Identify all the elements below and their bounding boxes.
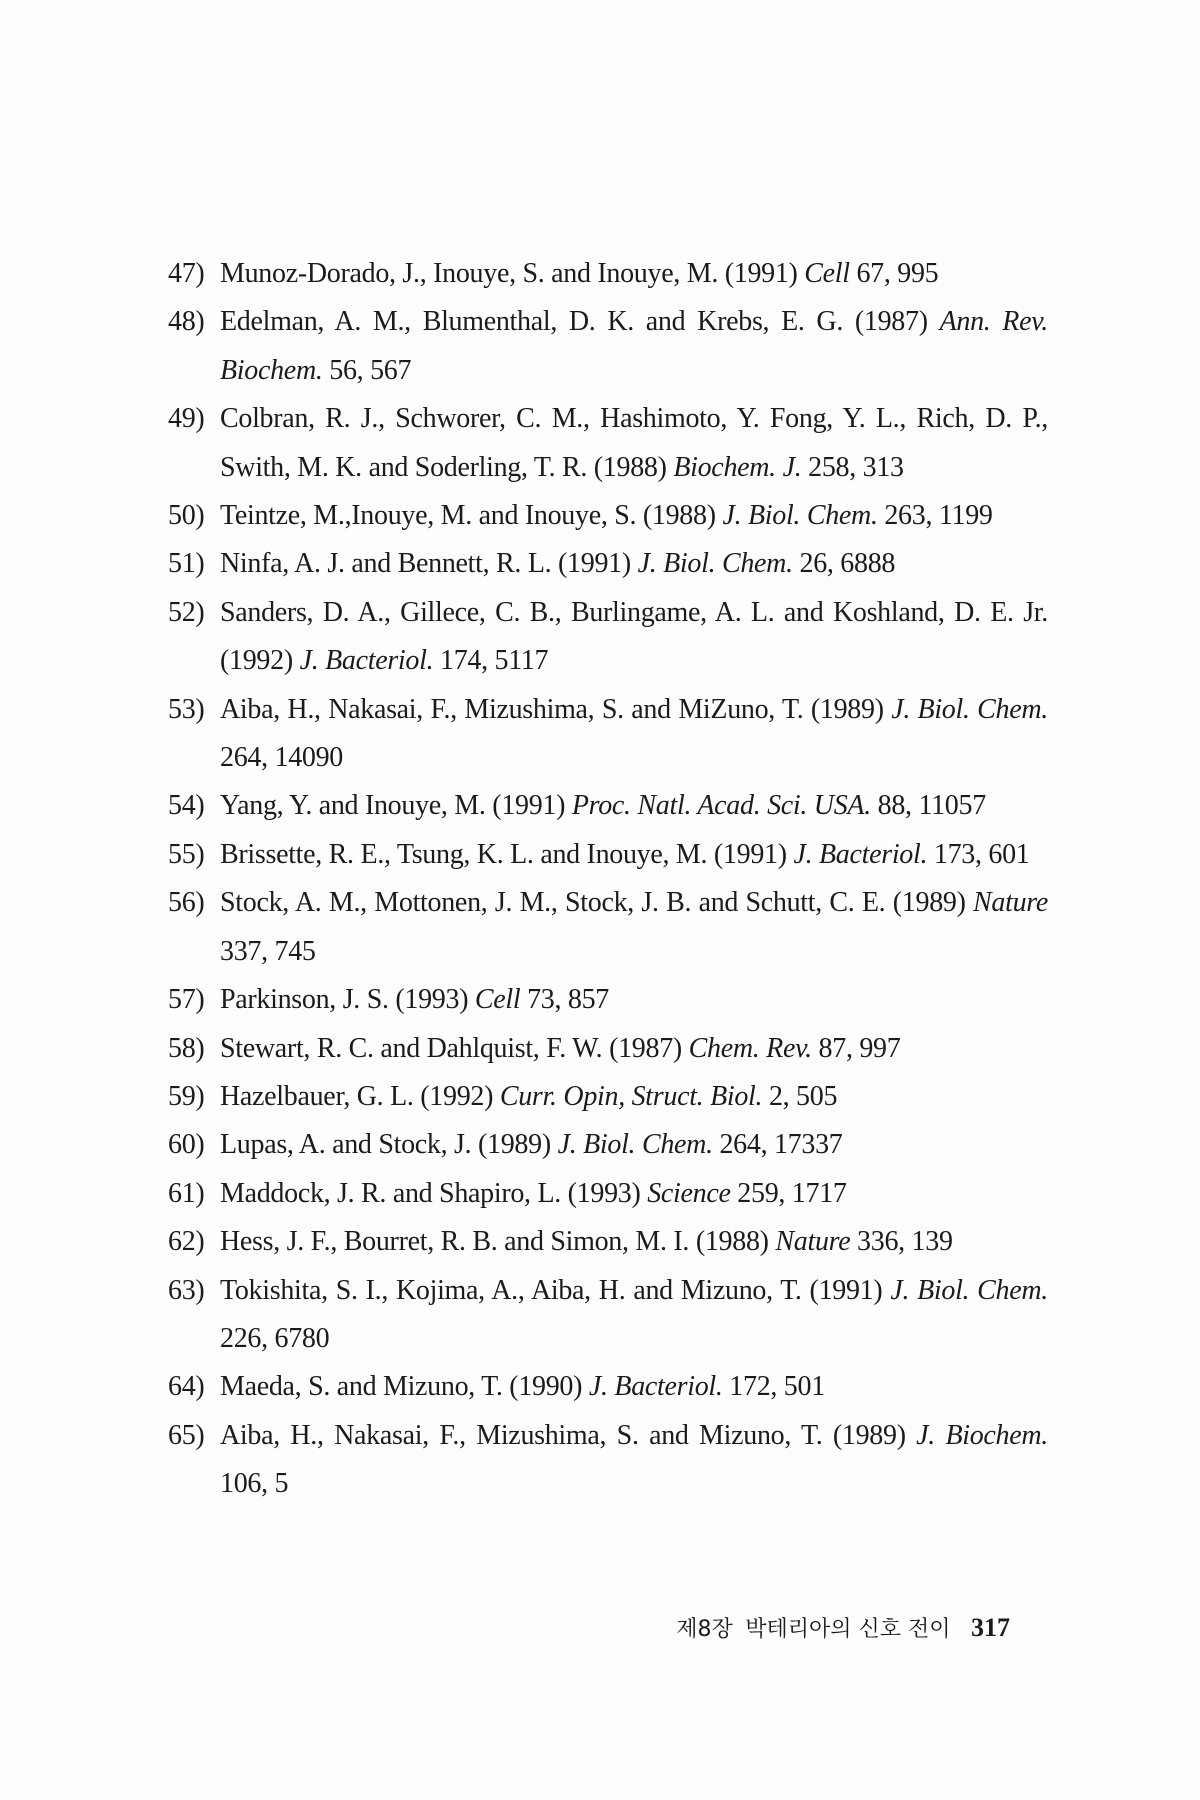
reference-volume-page: 56, 567 [322, 354, 412, 386]
reference-authors: Colbran, R. J., Schworer, C. M., Hashimoto, Y. Fong, Y. L., Rich, D. P., Swith, M. K. and Soderling, T. R. (1988) [220, 403, 1048, 483]
reference-item [168, 1170, 1048, 1218]
reference-journal: Cell [804, 258, 850, 289]
reference-number: 53) [168, 693, 205, 725]
reference-authors: Teintze, M.,Inouye, M. and Inouye, S. (1988) [220, 500, 723, 532]
reference-volume-page: 174, 5117 [433, 645, 549, 677]
reference-item [168, 1267, 1048, 1364]
reference-authors: Maddock, J. R. and Shapiro, L. (1993) [220, 1177, 648, 1209]
reference-volume-page: 264, 14090 [220, 742, 344, 774]
reference-number: 63) [168, 1274, 205, 1306]
reference-authors: Parkinson, J. S. (1993) [220, 984, 475, 1016]
reference-journal: J. Biol. Chem. [557, 1129, 713, 1161]
reference-authors: Lupas, A. and Stock, J. (1989) [220, 1129, 558, 1161]
page-number: 317 [971, 1613, 1010, 1642]
reference-number: 56) [168, 887, 205, 919]
reference-authors: Tokishita, S. I., Kojima, A., Aiba, H. and Mizuno, T. (1991) [220, 1274, 891, 1306]
reference-number: 55) [168, 838, 205, 870]
reference-volume-page: 87, 997 [811, 1032, 901, 1064]
reference-number: 49) [168, 403, 205, 435]
reference-journal: Proc. Natl. Acad. Sci. USA. [571, 790, 871, 822]
reference-volume-page: 67, 995 [849, 258, 939, 289]
reference-journal: Biochem. J. [673, 451, 802, 483]
reference-authors: Aiba, H., Nakasai, F., Mizushima, S. and Mizuno, T. (1989) [220, 1419, 917, 1451]
reference-number: 48) [168, 306, 205, 338]
reference-volume-page: 258, 313 [801, 451, 904, 483]
reference-volume-page: 226, 6780 [220, 1322, 330, 1354]
reference-item [168, 1073, 1048, 1121]
reference-journal: J. Bacteriol. [588, 1371, 723, 1403]
reference-journal: Nature [775, 1226, 851, 1258]
reference-item [168, 1121, 1048, 1169]
reference-volume-page: 172, 501 [722, 1371, 825, 1403]
reference-journal: J. Bacteriol. [793, 838, 928, 870]
reference-journal: Ann. Rev. Biochem. [220, 306, 1048, 386]
reference-volume-page: 259, 1717 [730, 1177, 847, 1209]
reference-item [168, 1363, 1048, 1411]
reference-authors: Stewart, R. C. and Dahlquist, F. W. (1987) [220, 1032, 689, 1064]
reference-journal: J. Biochem. [916, 1419, 1049, 1451]
reference-number: 47) [168, 258, 205, 289]
reference-item [168, 686, 1048, 783]
reference-journal: J. Biol. Chem. [637, 548, 793, 580]
reference-item [168, 589, 1048, 686]
reference-item [168, 879, 1048, 976]
page-footer [676, 1612, 1010, 1643]
reference-item [168, 831, 1048, 879]
reference-number: 52) [168, 596, 205, 628]
footer-title: 박테리아의 신호 전이 [745, 1617, 951, 1642]
reference-journal: Curr. Opin, Struct. Biol. [499, 1080, 763, 1112]
footer-chapter: 제8장 [676, 1617, 733, 1642]
reference-number: 58) [168, 1032, 205, 1064]
reference-volume-page: 106, 5 [220, 1468, 289, 1500]
reference-authors: Edelman, A. M., Blumenthal, D. K. and Krebs, E. G. (1987) [220, 306, 940, 338]
reference-number: 60) [168, 1129, 205, 1161]
reference-item [168, 250, 1048, 298]
reference-journal: J. Biol. Chem. [890, 1274, 1049, 1306]
reference-journal: Science [647, 1177, 731, 1209]
reference-item [168, 540, 1048, 588]
reference-volume-page: 263, 1199 [877, 500, 993, 532]
reference-number: 61) [168, 1177, 205, 1209]
reference-volume-page: 73, 857 [520, 984, 609, 1016]
reference-list [168, 250, 1048, 1509]
reference-authors: Sanders, D. A., Gillece, C. B., Burlingame, A. L. and Koshland, D. E. Jr. (1992) [220, 596, 1048, 677]
reference-item [168, 492, 1048, 540]
reference-item [168, 395, 1048, 492]
reference-journal: Nature [973, 887, 1048, 919]
reference-authors: Yang, Y. and Inouye, M. (1991) [220, 790, 572, 822]
reference-item [168, 976, 1048, 1024]
reference-number: 59) [168, 1080, 205, 1112]
reference-number: 62) [168, 1226, 205, 1258]
reference-number: 64) [168, 1371, 205, 1403]
reference-journal: J. Biol. Chem. [891, 693, 1048, 725]
reference-item [168, 1218, 1048, 1266]
reference-number: 57) [168, 984, 205, 1016]
reference-item [168, 1412, 1048, 1509]
reference-item [168, 298, 1048, 395]
reference-authors: Brissette, R. E., Tsung, K. L. and Inouye, M. (1991) [220, 838, 794, 870]
reference-journal: J. Biol. Chem. [722, 500, 878, 532]
reference-volume-page: 336, 139 [850, 1226, 953, 1258]
reference-authors: Maeda, S. and Mizuno, T. (1990) [220, 1371, 589, 1403]
reference-volume-page: 264, 17337 [712, 1129, 843, 1161]
reference-volume-page: 2, 505 [762, 1080, 838, 1112]
reference-number: 51) [168, 548, 205, 580]
reference-item [168, 1025, 1048, 1073]
reference-journal: J. Bacteriol. [299, 645, 434, 677]
reference-authors: Aiba, H., Nakasai, F., Mizushima, S. and MiZuno, T. (1989) [220, 693, 892, 725]
reference-number: 54) [168, 790, 205, 822]
reference-volume-page: 173, 601 [927, 838, 1030, 870]
reference-volume-page: 337, 745 [220, 935, 316, 967]
reference-number: 65) [168, 1419, 205, 1451]
reference-journal: Chem. Rev. [688, 1032, 812, 1064]
reference-authors: Hess, J. F., Bourret, R. B. and Simon, M. I. (1988) [220, 1226, 776, 1258]
reference-item [168, 782, 1048, 830]
reference-authors: Ninfa, A. J. and Bennett, R. L. (1991) [220, 548, 638, 580]
reference-authors: Munoz-Dorado, J., Inouye, S. and Inouye, M. (1991) [220, 258, 805, 289]
reference-journal: Cell [474, 984, 521, 1016]
reference-authors: Stock, A. M., Mottonen, J. M., Stock, J. B. and Schutt, C. E. (1989) [220, 887, 974, 919]
reference-number: 50) [168, 500, 205, 532]
reference-volume-page: 26, 6888 [792, 548, 896, 580]
reference-volume-page: 88, 11057 [870, 790, 986, 822]
reference-authors: Hazelbauer, G. L. (1992) [220, 1080, 500, 1112]
